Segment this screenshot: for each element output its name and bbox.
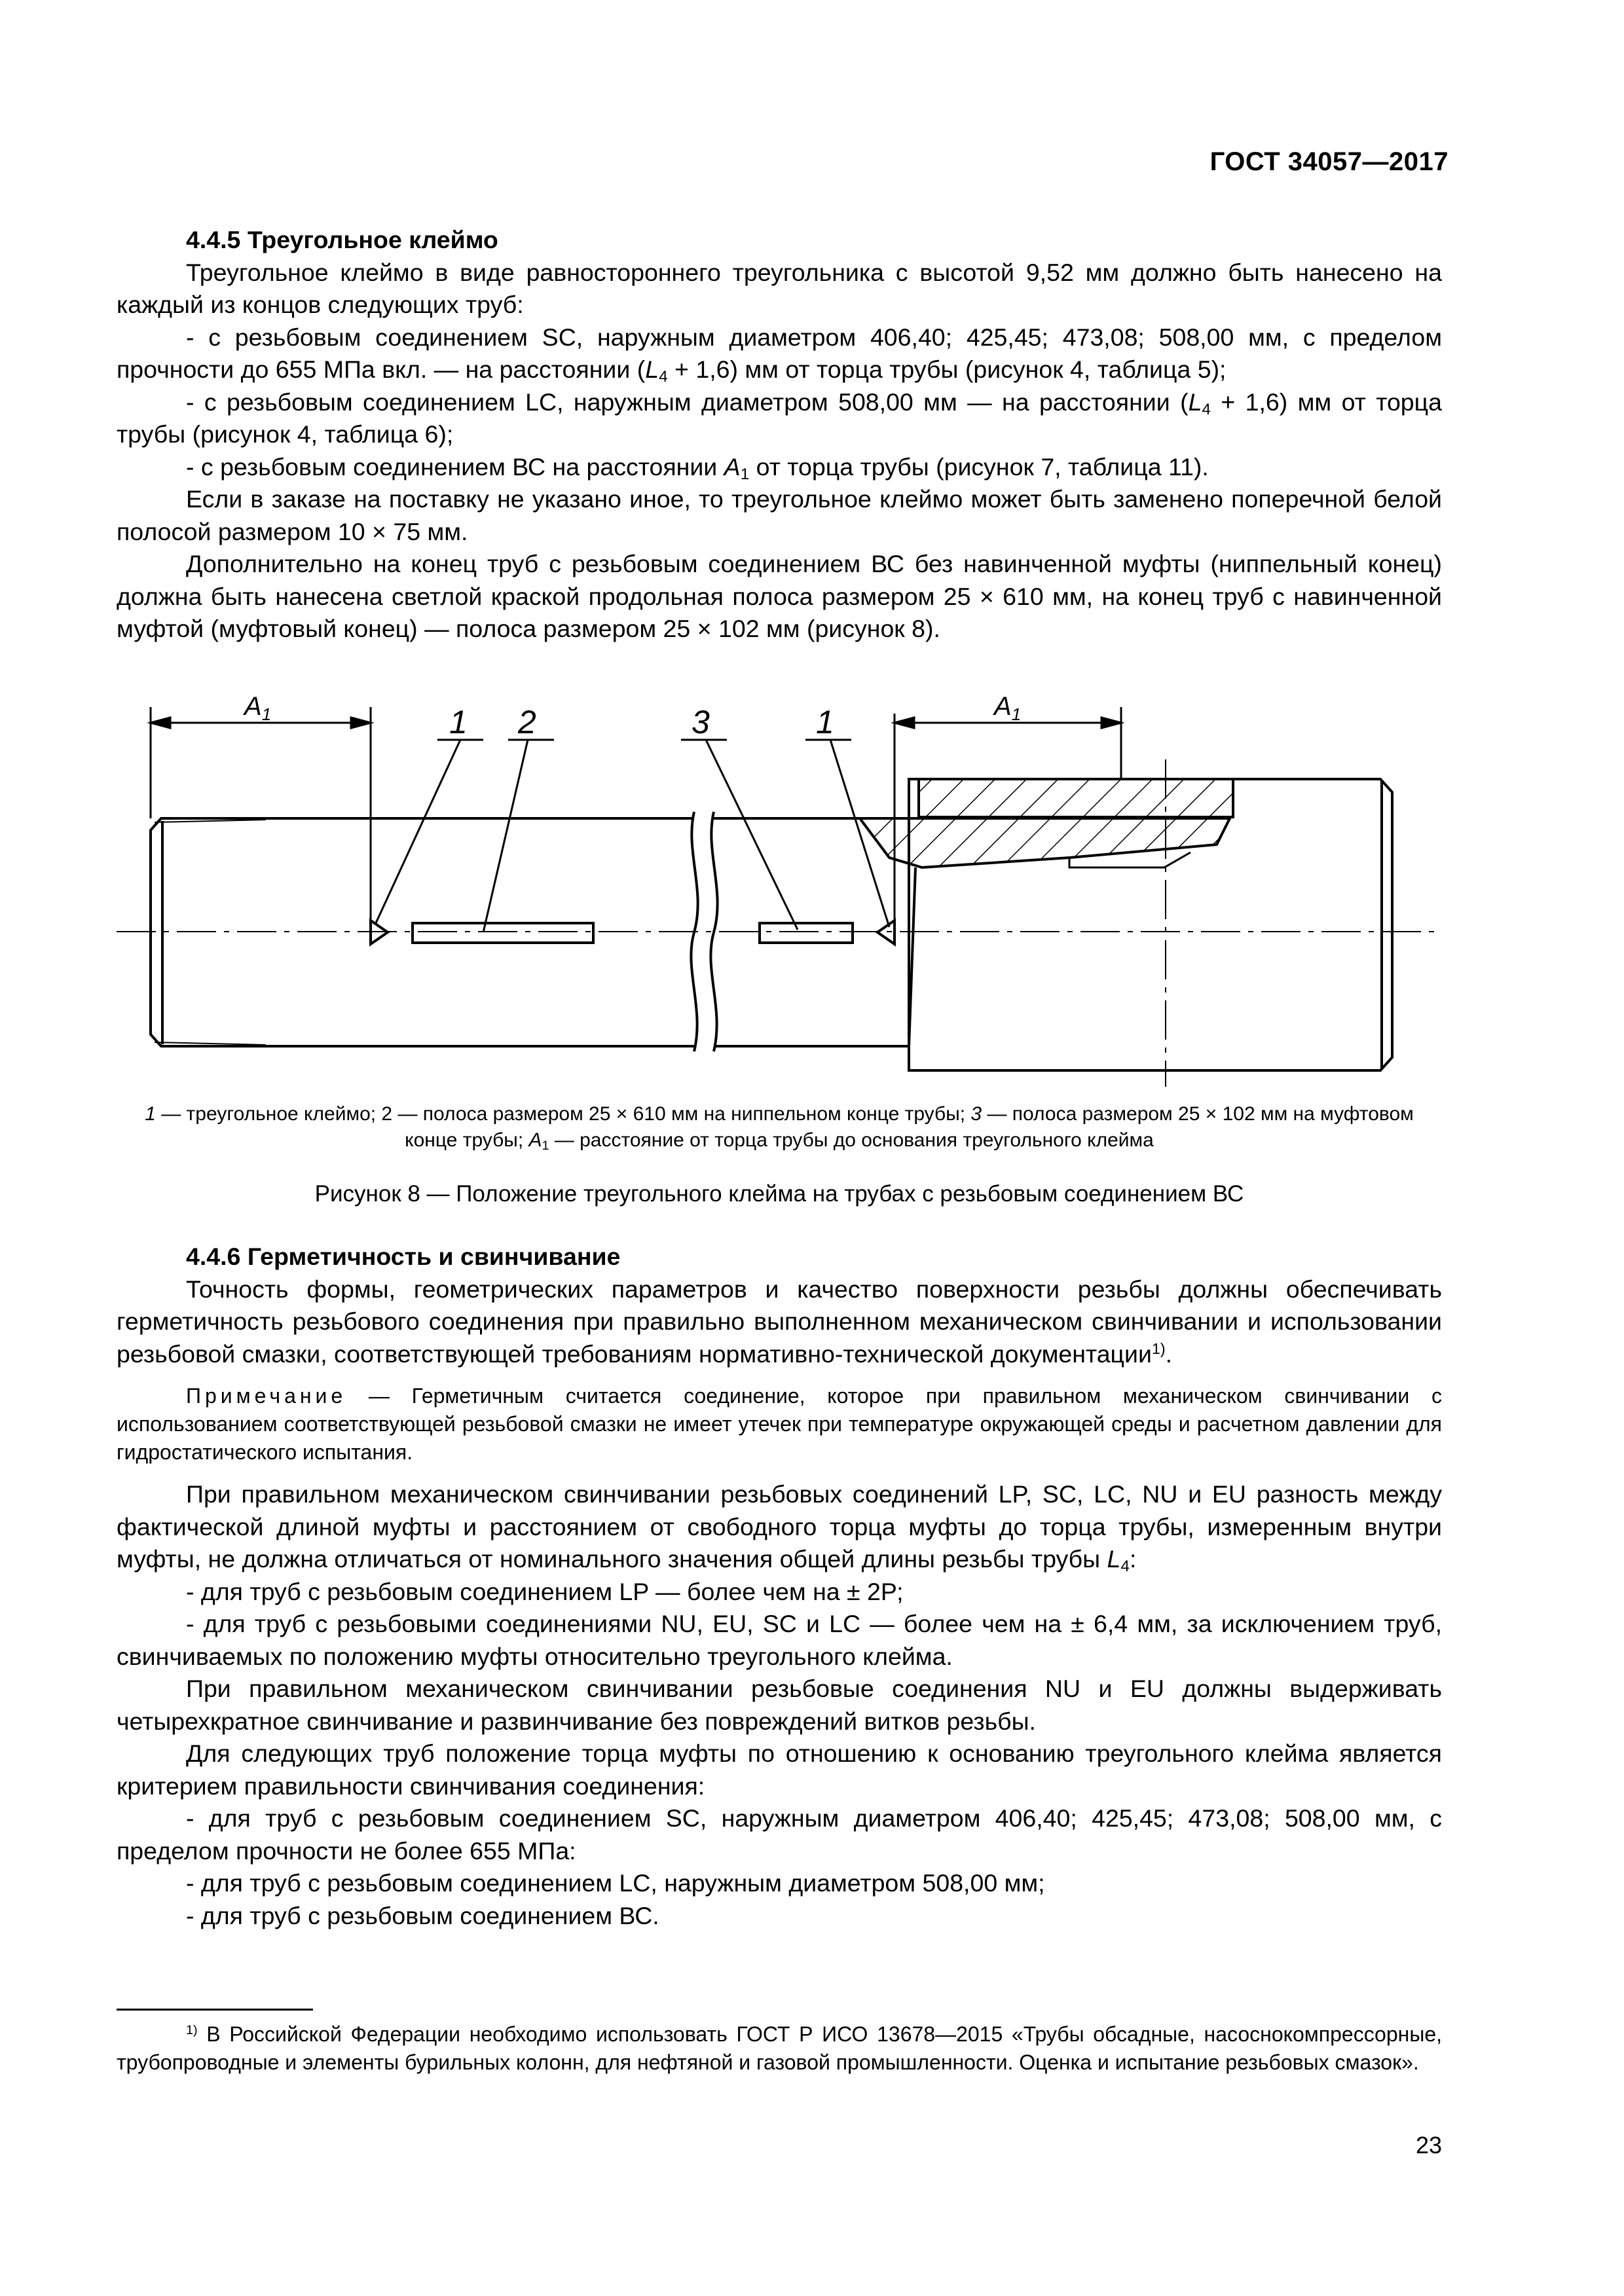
paragraph: - для труб с резьбовым соединением SC, наружным диаметром 406,40; 425,45; 473,08; 508,00 мм, с пределом прочности не более 655 МПа:	[117, 1804, 1442, 1865]
stripe-nipple-end	[413, 923, 593, 943]
paragraph: При правильном механическом свинчивании резьбовых соединений LP, SC, LC, NU и EU разность между фактической длиной муфты и расстоянием от свободного торца муфты до торца трубы, измеренным внутри муфты, не должна отличаться от номинального значения общей длины резьбы трубы $L_4$:	[117, 1480, 1442, 1576]
paragraph: Для следующих труб положение торца муфты по отношению к основанию треугольного клейма является критерием правильности свинчивания соединения:	[117, 1740, 1442, 1800]
callout-3: 3	[692, 704, 710, 740]
section-heading: 4.4.6 Герметичность и свинчивание	[186, 1243, 621, 1270]
paragraph: - с резьбовым соединением ВС на расстоянии $A_1$ от торца трубы (рисунок 7, таблица 11).	[186, 452, 1209, 483]
page-number: 23	[1415, 2132, 1442, 2159]
break-line-right	[710, 812, 717, 1051]
paragraph: Дополнительно на конец труб с резьбовым соединением ВС без навинченной муфты (ниппельный конец) должна быть нанесена светлой краской продольная полоса размером 25 × 610 мм, на конец труб с навинченной муфтой (муфтовый конец) — полоса размером 25 × 102 мм (рисунок 8).	[117, 550, 1442, 642]
standard-number: ГОСТ 34057—2017	[1209, 147, 1449, 176]
paragraph: - для труб с резьбовым соединением LP — более чем на ± 2Р;	[186, 1577, 904, 1605]
dimension-label-left: $A_1$	[244, 692, 272, 724]
paragraph: Треугольное клеймо в виде равностороннего треугольника с высотой 9,52 мм должно быть нанесено на каждый из концов следующих труб:	[117, 258, 1442, 318]
footnote: $^{1)}$ В Российской Федерации необходимо использовать ГОСТ Р ИСО 13678—2015 «Трубы обсадные, насоснокомпрессорные, трубопроводные и элементы бурильных колонн, для нефтяной и газовой промышленности. Оценка и испытание резьбовых смазок».	[117, 2022, 1442, 2074]
callout-2: 2	[518, 704, 536, 740]
paragraph: - с резьбовым соединением SC, наружным диаметром 406,40; 425,45; 473,08; 508,00 мм, с пределом прочности до 655 МПа вкл. — на расстоянии $(L_4 + 1,6)$ мм от торца трубы (рисунок 4, таблица 5);	[117, 323, 1442, 386]
dimension-label-right: $A_1$	[994, 692, 1022, 724]
triangular-mark-right	[877, 920, 895, 944]
section-4-4-5	[117, 224, 1442, 646]
callout-1-left: 1	[449, 704, 468, 740]
section-heading: 4.4.5 Треугольное клеймо	[186, 226, 498, 253]
note: Примечание — Герметичным считается соединение, которое при правильном механическом свинчивании с использованием соответствующей резьбовой смазки не имеет утечек при температуре окружающей среды и расчетном давлении для гидростатического испытания.	[117, 1384, 1442, 1464]
paragraph: - для труб с резьбовым соединением LC, наружным диаметром 508,00 мм;	[186, 1869, 1045, 1897]
paragraph: Точность формы, геометрических параметров и качество поверхности резьбы должны обеспечивать герметичность резьбового соединения при правильно выполненном механическом свинчивании и использовании резьбовой смазки, соответствующей требованиям нормативно-технической документации$^{1)}$.	[117, 1275, 1442, 1368]
figure-title: Рисунок 8 — Положение треугольного клейма на трубах с резьбовым соединением ВС	[314, 1181, 1244, 1207]
paragraph: - с резьбовым соединением LC, наружным диаметром 508,00 мм — на расстоянии $(L_4 + 1,6)$ мм от торца трубы (рисунок 4, таблица 6);	[117, 388, 1442, 448]
footnote-divider	[117, 2009, 313, 2011]
thread-hatch	[860, 818, 1230, 867]
callout-1-right: 1	[816, 704, 834, 740]
coupling-wall-hatch	[919, 779, 1233, 817]
section-4-4-6	[117, 1241, 1442, 1932]
stripe-coupling-end	[760, 923, 853, 943]
figure-legend: 1 — треугольное клеймо; 2 — полоса размером 25 × 610 мм на ниппельном конце трубы; 3 — полоса размером 25 × 102 мм на муфтовом конце трубы; $A_1$ — расстояние от торца трубы до основания треугольного клейма	[145, 1103, 1414, 1153]
paragraph: Если в заказе на поставку не указано иное, то треугольное клеймо может быть заменено поперечной белой полосой размером 10 × 75 мм.	[117, 485, 1442, 545]
paragraph: - для труб с резьбовым соединением ВС.	[186, 1901, 659, 1929]
figure-8-drawing	[117, 681, 1442, 1100]
paragraph: - для труб с резьбовыми соединениями NU, EU, SC и LC — более чем на ± 6,4 мм, за исключением труб, свинчиваемых по положению муфты относительно треугольного клейма.	[117, 1610, 1442, 1670]
paragraph: При правильном механическом свинчивании резьбовые соединения NU и EU должны выдерживать четырехкратное свинчивание и развинчивание без повреждений витков резьбы.	[117, 1675, 1442, 1735]
